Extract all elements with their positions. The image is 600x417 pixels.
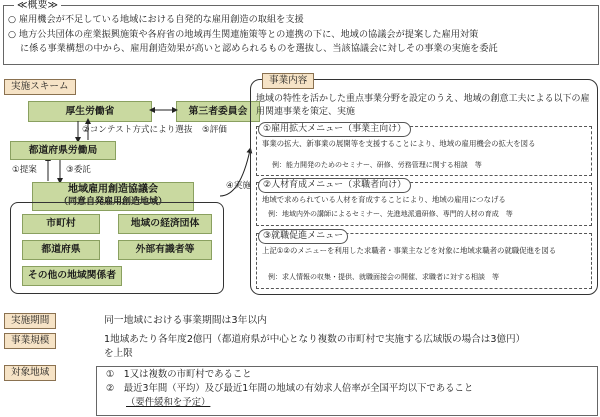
evaluate-label: ⑤評価 bbox=[202, 125, 227, 135]
member-external-experts: 外部有識者等 bbox=[118, 240, 212, 260]
menu-1-title: ①雇用拡大メニュー（事業主向け） bbox=[258, 122, 411, 137]
menu-2-example: 例：地域内外の講師によるセミナー、先進地派遣研修、専門的人材の育成 等 bbox=[268, 210, 513, 218]
scale-line-2: を上限 bbox=[104, 348, 133, 359]
overview-item-3: に係る事業構想の中から、雇用創造効果が高いと認められるものを選抜し、当該協議会に対しその事業の実施を委託 bbox=[20, 43, 498, 54]
menu-3-desc: 上記①②のメニューを利用した求職者・事業主などを対象に地域求職者の就職促進を図る bbox=[262, 246, 557, 255]
target-tag: 対象地域 bbox=[4, 365, 56, 381]
council-name: 地域雇用創造協議会 bbox=[68, 184, 158, 195]
period-text: 同一地域における事業期間は3年以内 bbox=[104, 315, 267, 326]
menu-2-desc: 地域で求められている人材を育成することにより、地域の雇用につなげる bbox=[262, 195, 506, 204]
member-prefecture: 都道府県 bbox=[22, 240, 100, 260]
menu-1-example: 例：能力開発のためのセミナー、研修、労務管理に関する相談 等 bbox=[272, 161, 482, 169]
target-item-1: ① 1又は複数の市町村であること bbox=[106, 369, 252, 380]
content-intro: 地域の特性を活かした重点事業分野を設定のうえ、地域の創意工夫による以下の雇用関連事業を策定、実施 bbox=[256, 94, 590, 117]
member-other-stakeholders: その他の地域関係者 bbox=[22, 266, 122, 286]
menu-2-title: ②人材育成メニュー（求職者向け） bbox=[258, 178, 411, 193]
menu-1-desc: 事業の拡大、新事業の展開等を支援することにより、地域の雇用機会の拡大を図る bbox=[262, 139, 536, 148]
implement-label: ④実施 bbox=[226, 181, 251, 191]
prefecture-labor-bureau-box: 都道府県労働局 bbox=[10, 141, 116, 160]
scale-line-1: 1地域あたり各年度2億円（都道府県が中心となり複数の市町村で実施する広域版の場合は3億円） bbox=[104, 334, 526, 345]
scale-tag: 事業規模 bbox=[4, 333, 56, 349]
target-item-2: ② 最近3年間（平均）及び最近1年間の地域の有効求人倍率が全国平均以下であること bbox=[106, 383, 474, 394]
mhlw-box: 厚生労働省 bbox=[28, 101, 152, 122]
member-economic-groups: 地域の経済団体 bbox=[118, 214, 212, 234]
menu-3-example: 例：求人情報の収集・提供、就職面接会の開催、求職者に対する相談 等 bbox=[268, 273, 499, 281]
overview-title: ≪概要≫ bbox=[14, 0, 61, 12]
period-tag: 実施期間 bbox=[4, 313, 56, 329]
overview-item-1: ○ 雇用機会が不足している地域における自発的な雇用創造の取組を支援 bbox=[8, 14, 304, 25]
content-tag: 事業内容 bbox=[262, 73, 314, 89]
proposal-label: ①提案 bbox=[12, 165, 37, 175]
menu-3-title: ③就職促進メニュー bbox=[258, 229, 348, 244]
council-subtitle: （同意自発雇用創造地域） bbox=[58, 197, 167, 207]
commission-label: ③委託 bbox=[66, 165, 91, 175]
target-item-3: （要件緩和を予定） bbox=[126, 397, 211, 408]
overview-item-2: ○ 地方公共団体の産業振興施策や各府省の地域再生関連施策等との連携の下に、地域の協議会が提案した雇用対策 bbox=[8, 29, 479, 40]
third-party-committee-box: 第三者委員会 bbox=[176, 101, 260, 122]
contest-label: ②コンテスト方式により選抜 bbox=[82, 125, 193, 135]
scheme-tag: 実施スキーム bbox=[4, 79, 76, 95]
member-municipality: 市町村 bbox=[22, 214, 100, 234]
